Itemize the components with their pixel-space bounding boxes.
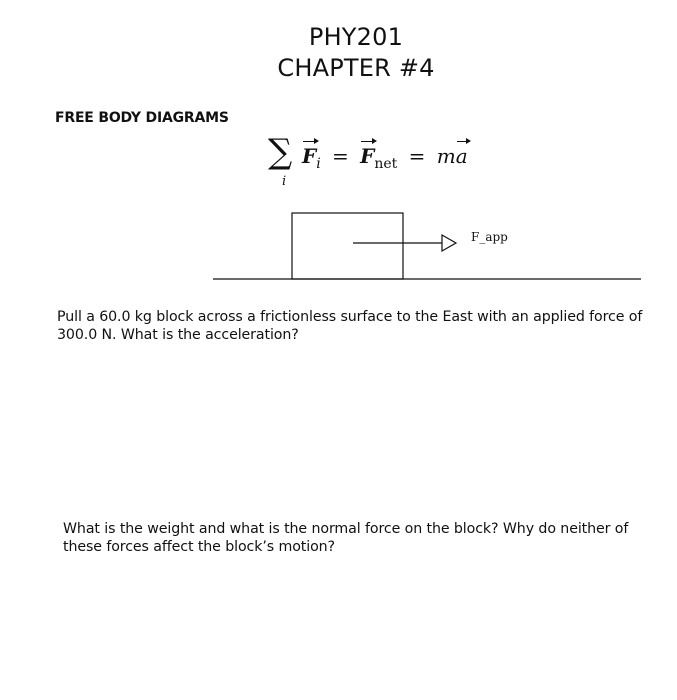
- problem-2: [63, 520, 663, 556]
- force-subscript-i: i: [316, 156, 321, 172]
- equals-sign-2: =: [408, 144, 426, 168]
- summation-index: i: [282, 174, 287, 189]
- force-vector-net: F: [360, 144, 375, 168]
- force-subscript-net: net: [374, 156, 398, 172]
- applied-force-arrow-head: [442, 235, 456, 251]
- problem-2-line-1: What is the weight and what is the normal force on the block? Why do neither of: [63, 521, 629, 537]
- problem-1-line-2: 300.0 N. What is the acceleration?: [57, 327, 299, 343]
- problem-2-line-2: these forces affect the block’s motion?: [63, 539, 335, 555]
- problem-1-line-1: Pull a 60.0 kg block across a frictionless surface to the East with an applied force of: [57, 309, 643, 325]
- course-title: PHY201: [308, 23, 404, 51]
- equals-sign-1: =: [332, 144, 349, 168]
- mass-symbol: m: [436, 144, 456, 168]
- block: [292, 213, 403, 279]
- summation-symbol: ∑: [268, 132, 293, 172]
- applied-force-label: F_app: [471, 230, 508, 244]
- acceleration-vector: a: [455, 144, 468, 168]
- section-heading: FREE BODY DIAGRAMS: [55, 110, 229, 126]
- force-vector-i: F: [302, 144, 317, 168]
- problem-1: [57, 308, 657, 344]
- chapter-title: CHAPTER #4: [277, 54, 435, 82]
